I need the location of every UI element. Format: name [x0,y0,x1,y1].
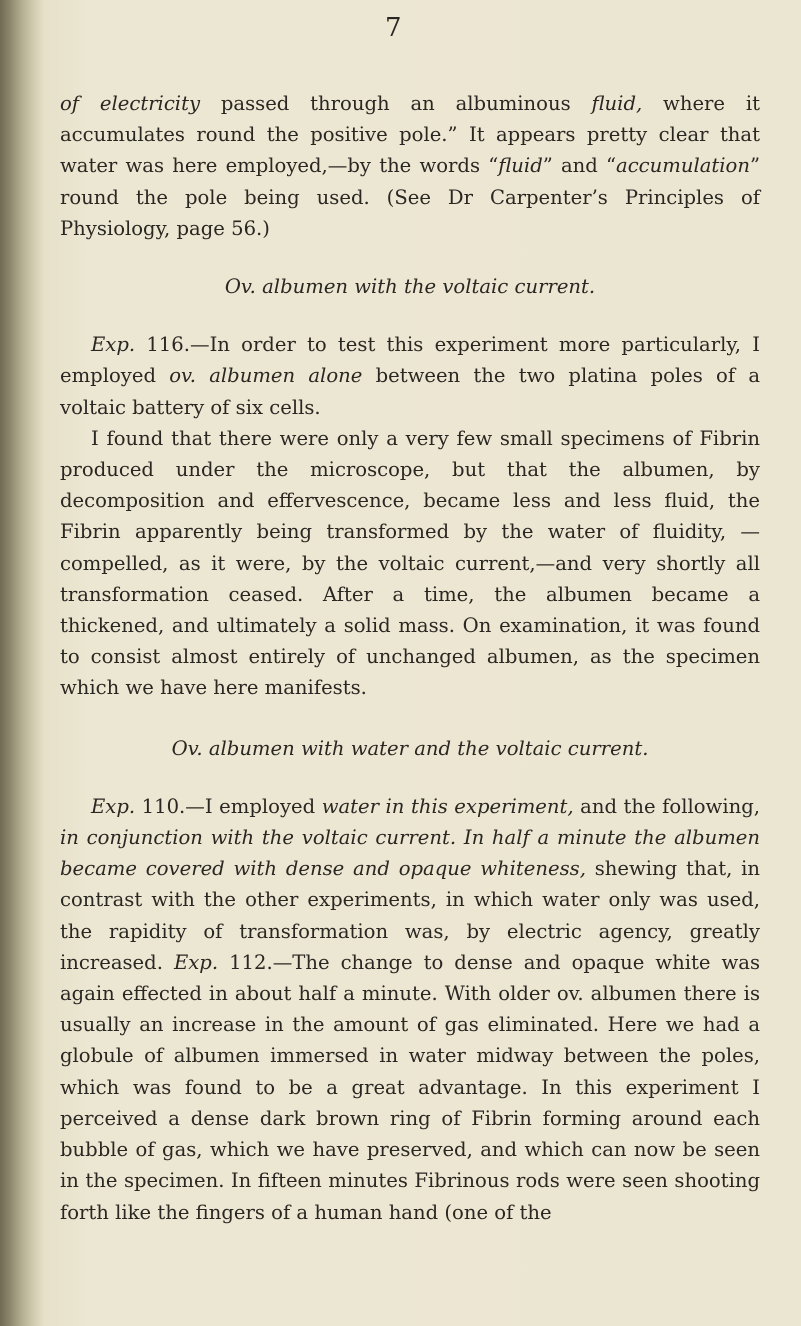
page-number: 7 [385,13,402,43]
text-run: 110.—I employed [135,794,322,818]
text-run: and the following, [573,794,760,818]
italic-phrase: water in this experiment, [321,794,574,818]
italic-phrase: fluid, [591,92,643,115]
text-run: ” round the pole being used. (See Dr Carpenter’s Principles of Physiology, page 56.) [60,154,760,240]
text-run: between the two platina poles of a voltaic battery of six cells. [60,364,761,419]
text-run: shewing that, in contrast with the other experiments, in which water only was used, the rapidity of transformation was, by electric agency, greatly increased. [60,857,760,974]
page-binding-shadow [0,0,44,1326]
text-run: 116.—In order to test this experiment more particularly, I employed [60,333,760,388]
paragraph-4 [60,791,760,1228]
text-run: ” and “ [542,154,617,178]
section-heading-albumen-voltaic: Ov. albumen with the voltaic current. [224,275,596,299]
section-heading-albumen-water-voltaic: Ov. albumen with water and the voltaic current. [171,736,649,760]
text-run: 112.—The change to dense and opaque white was again effected in about half a minute. With older ov. albumen there is usually an increase in the amount of gas eliminated. Here we had a globule of albumen immersed in water midway between the poles, which was found to be a great advantage. In this experiment I perceived a dense dark brown ring of Fibrin forming around each bubble of gas, which we have preserved, and which can now be seen in the specimen. In fifteen minutes Fibrinous rods were seen shooting forth like the fingers of a human hand (one of the [60,950,760,1224]
paragraph-1 [60,88,760,244]
text-run: where it accumulates round the positive pole.” It appears pretty clear that water was here employed,—by the words “ [60,92,760,178]
italic-phrase: Exp. [91,333,136,357]
italic-phrase: Exp. [173,950,219,974]
italic-phrase: Exp. [91,794,136,818]
paragraph-3: I found that there were only a very few small specimens of Fibrin produced under the microscope, but that the albumen, by decomposition and effervescence, became less and less fluid, the Fibrin apparently being transformed by the water of fluidity, —compelled, as it were, by the voltaic current,—and very shortly all transformation ceased. After a time, the albumen became a thickened, and ultimately a solid mass. On examination, it was found to consist almost entirely of unchanged albumen, as the specimen which we have here manifests. [60,426,760,700]
paragraph-2 [60,329,760,423]
italic-phrase: of electricity [60,92,201,115]
italic-phrase: accumulation [616,154,750,178]
italic-phrase: ov. albumen alone [169,364,363,388]
text-run: passed through an albuminous [200,92,592,115]
italic-phrase: fluid [498,154,543,178]
page-body [60,88,760,1228]
italic-phrase: in conjunction with the voltaic current. In half a minute the albumen became covered with dense and opaque whiteness, [60,826,760,881]
